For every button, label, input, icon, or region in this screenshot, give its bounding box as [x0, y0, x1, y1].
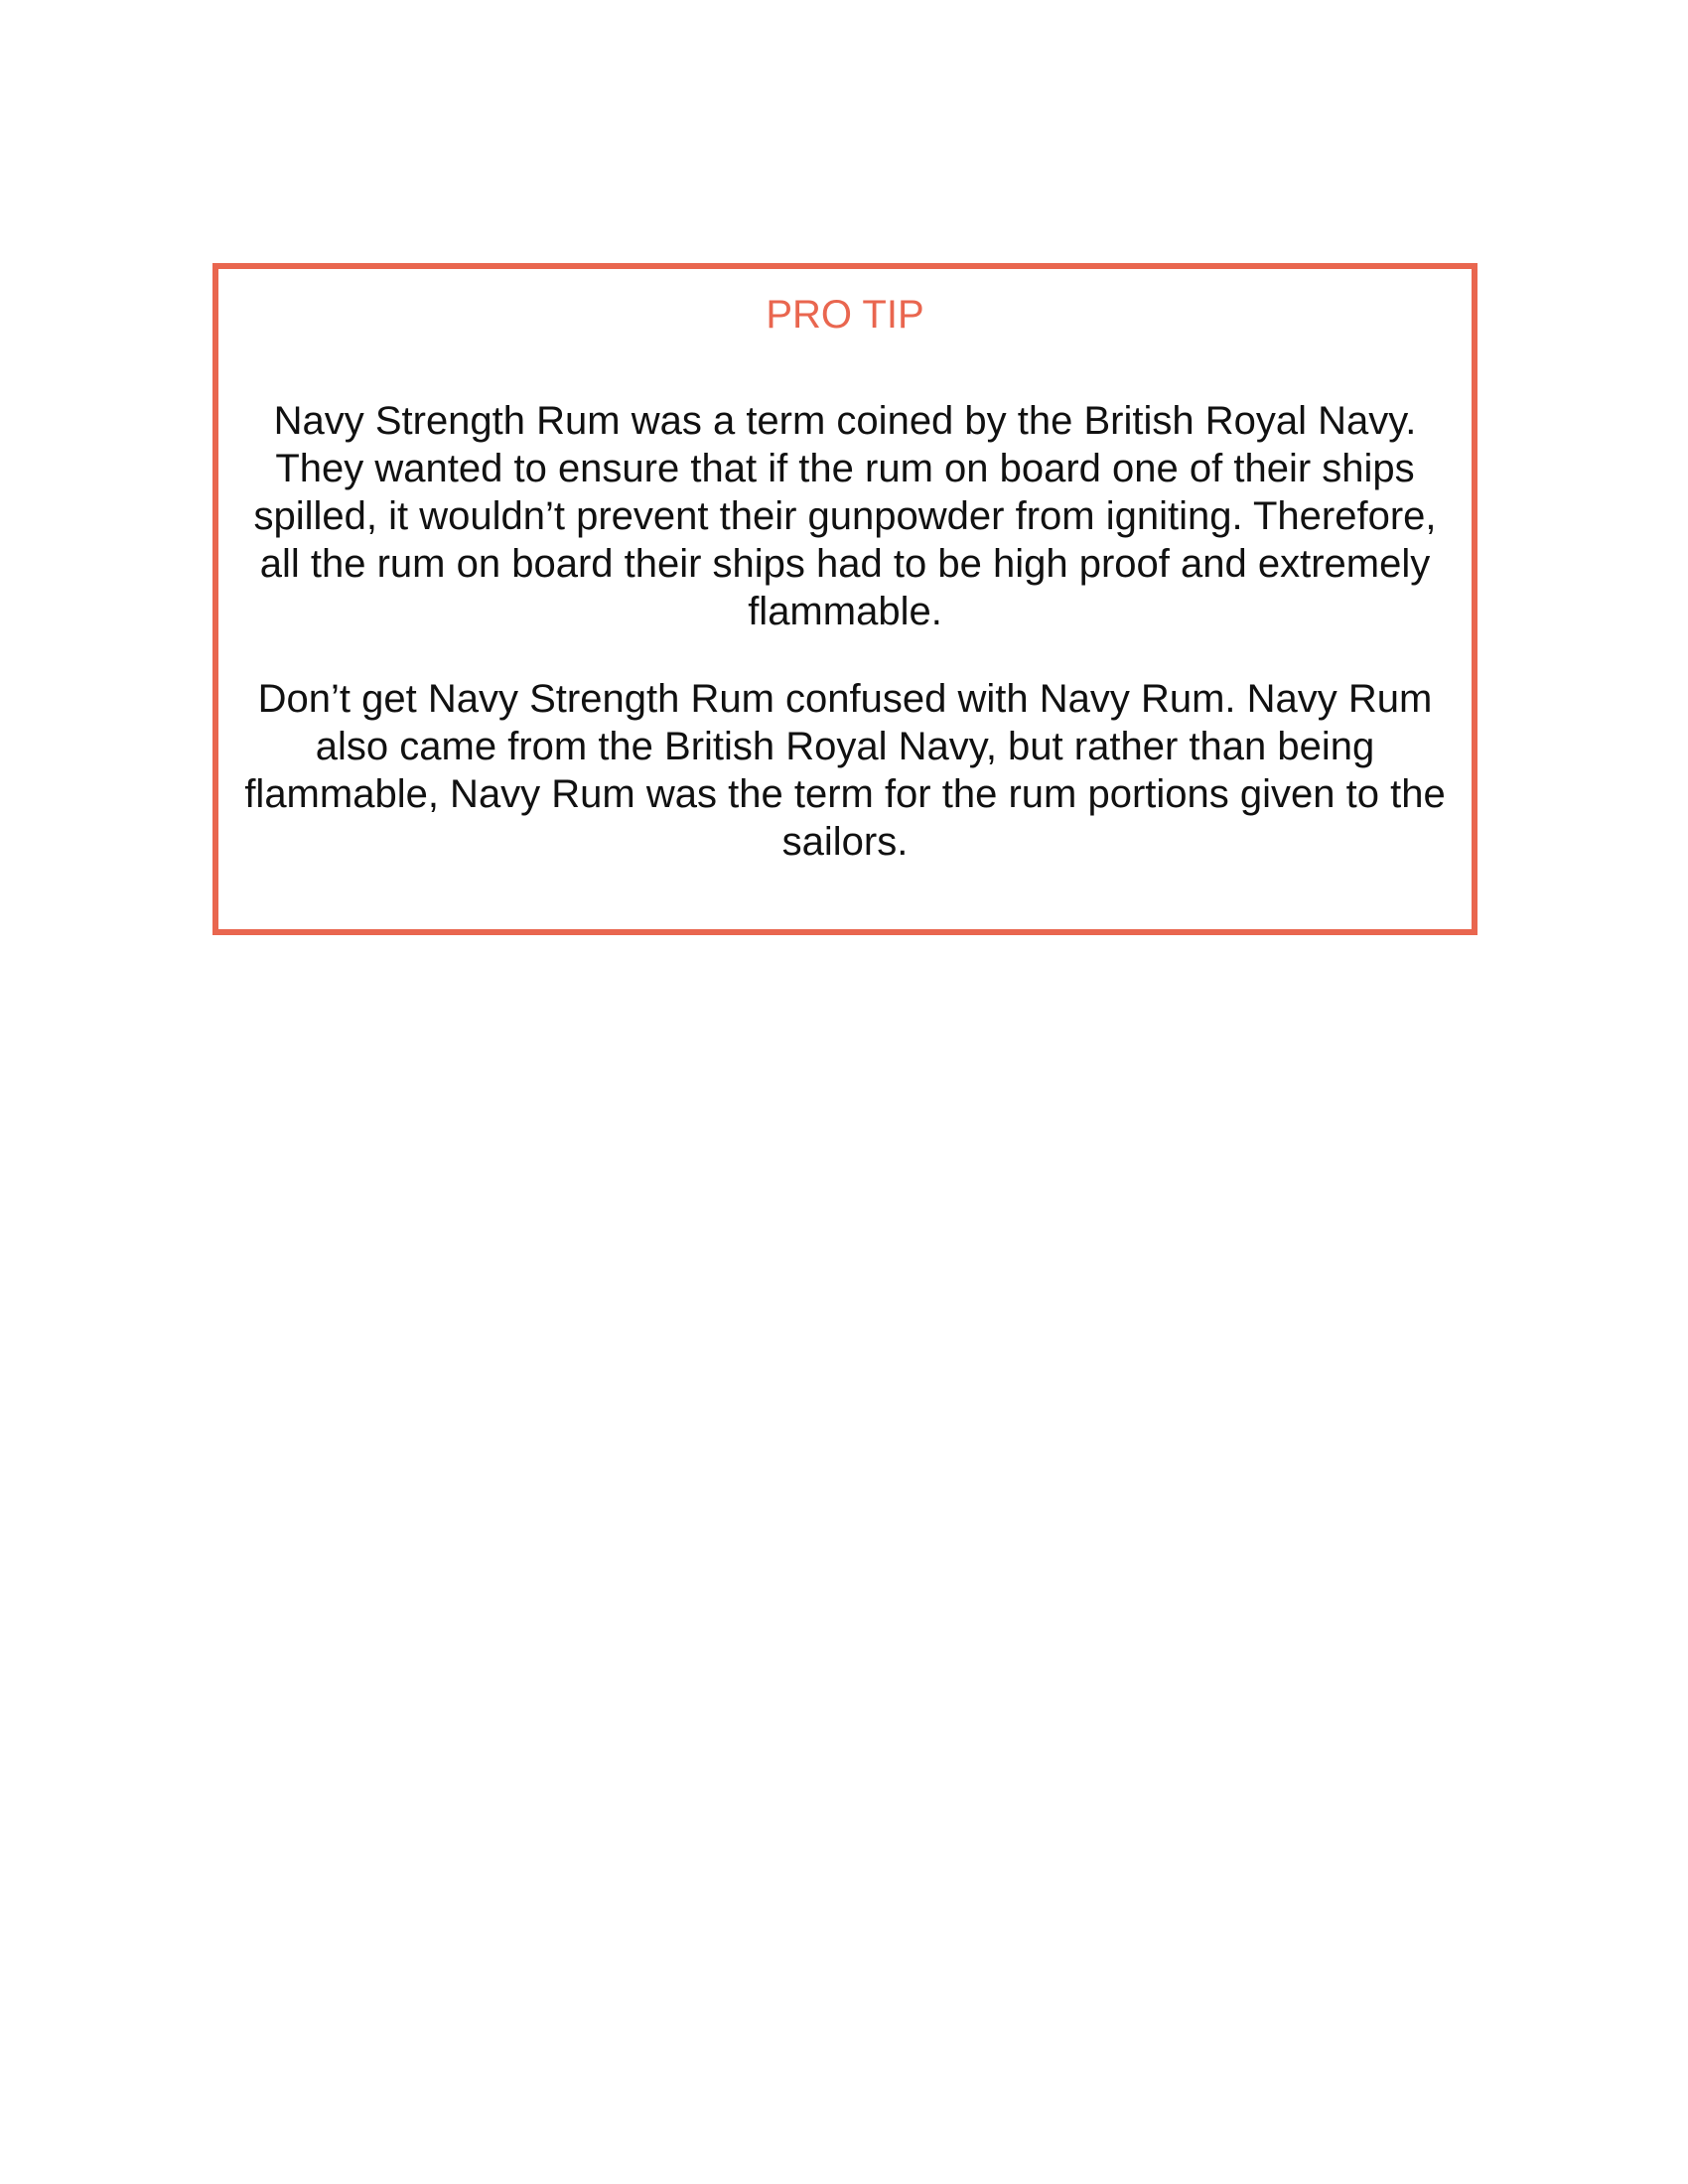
- pro-tip-box: [212, 263, 1477, 935]
- pro-tip-title: PRO TIP: [766, 293, 924, 337]
- pro-tip-paragraph-navy-rum: Don’t get Navy Strength Rum confused with Navy Rum. Navy Rum also came from the British Royal Navy, but rather than being flammable, Navy Rum was the term for the rum portions given to the sailors.: [244, 677, 1446, 864]
- pro-tip-paragraph-navy-strength: Navy Strength Rum was a term coined by the British Royal Navy. They wanted to ensure that if the rum on board one of their ships spilled, it wouldn’t prevent their gunpowder from igniting. Therefore, all the rum on board their ships had to be high proof and extremely flammable.: [253, 399, 1437, 633]
